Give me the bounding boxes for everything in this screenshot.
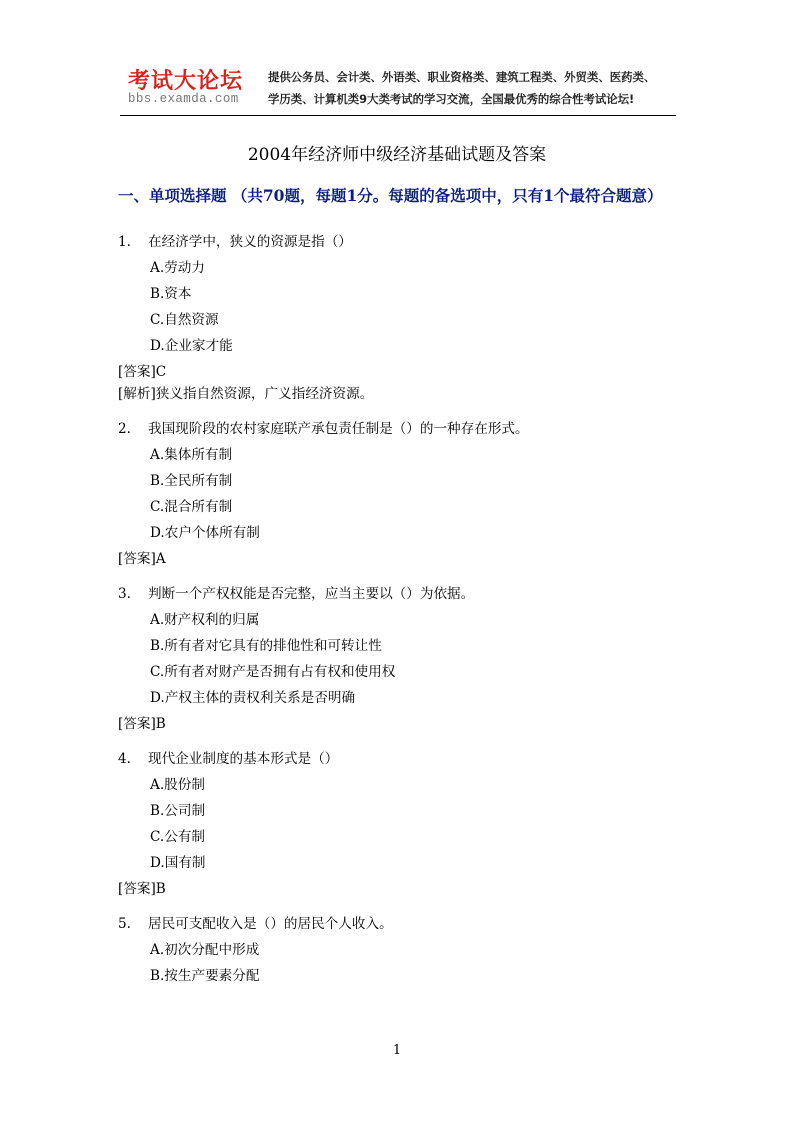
- question-text: 现代企业制度的基本形式是（）: [148, 751, 339, 767]
- option-a: A.初次分配中形成: [150, 942, 260, 958]
- option-a: A.劳动力: [150, 260, 205, 276]
- option-b: B.全民所有制: [150, 473, 233, 489]
- tagline-line-2: 学历类、计算机类9大类考试的学习交流，全国最优秀的综合性考试论坛!: [268, 92, 635, 106]
- page-number: 1: [392, 1043, 402, 1058]
- question-text: 判断一个产权权能是否完整，应当主要以（）为依据。: [148, 586, 475, 602]
- option-a: A.集体所有制: [150, 447, 233, 463]
- question-number: 4.: [118, 751, 131, 767]
- option-b: B.资本: [150, 286, 192, 302]
- question-text: 在经济学中，狭义的资源是指（）: [148, 234, 352, 250]
- option-c: C.自然资源: [150, 312, 219, 328]
- question-2: [118, 419, 688, 571]
- question-3: [118, 584, 688, 736]
- option-c: C.公有制: [150, 829, 206, 845]
- option-d: D.产权主体的责权利关系是否明确: [150, 690, 356, 706]
- option-b: B.按生产要素分配: [150, 968, 260, 984]
- header-tagline: [268, 66, 688, 110]
- question-stem: [118, 584, 688, 610]
- question-list: [118, 232, 688, 1005]
- answer-text: [答案]A: [118, 551, 166, 567]
- question-1: [118, 232, 688, 406]
- option-a: A.财产权利的归属: [150, 612, 260, 628]
- document-title: 2004年经济师中级经济基础试题及答案: [247, 145, 547, 165]
- question-stem: [118, 749, 688, 775]
- logo-url-text: bbs.examda.com: [128, 92, 239, 106]
- question-text: 我国现阶段的农村家庭联产承包责任制是（）的一种存在形式。: [148, 421, 529, 437]
- section-heading: 一、单项选择题 （共70题，每题1分。每题的备选项中，只有1个最符合题意）: [118, 186, 663, 205]
- option-b: B.公司制: [150, 803, 206, 819]
- option-c: C.所有者对财产是否拥有占有权和使用权: [150, 664, 396, 680]
- question-number: 5.: [118, 916, 131, 932]
- option-d: D.企业家才能: [150, 338, 233, 354]
- question-stem: [118, 232, 688, 258]
- question-4: [118, 749, 688, 901]
- site-header: [120, 58, 680, 114]
- tagline-line-1: 提供公务员、会计类、外语类、职业资格类、建筑工程类、外贸类、医药类、: [268, 70, 656, 84]
- question-5: [118, 914, 688, 992]
- option-b: B.所有者对它具有的排他性和可转让性: [150, 638, 382, 654]
- option-d: D.农户个体所有制: [150, 525, 260, 541]
- question-text: 居民可支配收入是（）的居民个人收入。: [148, 916, 393, 932]
- answer-text: [答案]B: [118, 881, 166, 897]
- question-number: 1.: [118, 234, 131, 250]
- option-c: C.混合所有制: [150, 499, 233, 515]
- answer-text: [答案]C: [118, 364, 167, 380]
- option-a: A.股份制: [150, 777, 205, 793]
- question-number: 2.: [118, 421, 131, 437]
- header-divider: [120, 115, 676, 116]
- analysis-text: [解析]狭义指自然资源，广义指经济资源。: [118, 386, 374, 402]
- question-stem: [118, 914, 688, 940]
- examda-logo: 考试大论坛: [128, 69, 244, 94]
- answer-text: [答案]B: [118, 716, 166, 732]
- option-d: D.国有制: [150, 855, 206, 871]
- question-number: 3.: [118, 586, 131, 602]
- question-stem: [118, 419, 688, 445]
